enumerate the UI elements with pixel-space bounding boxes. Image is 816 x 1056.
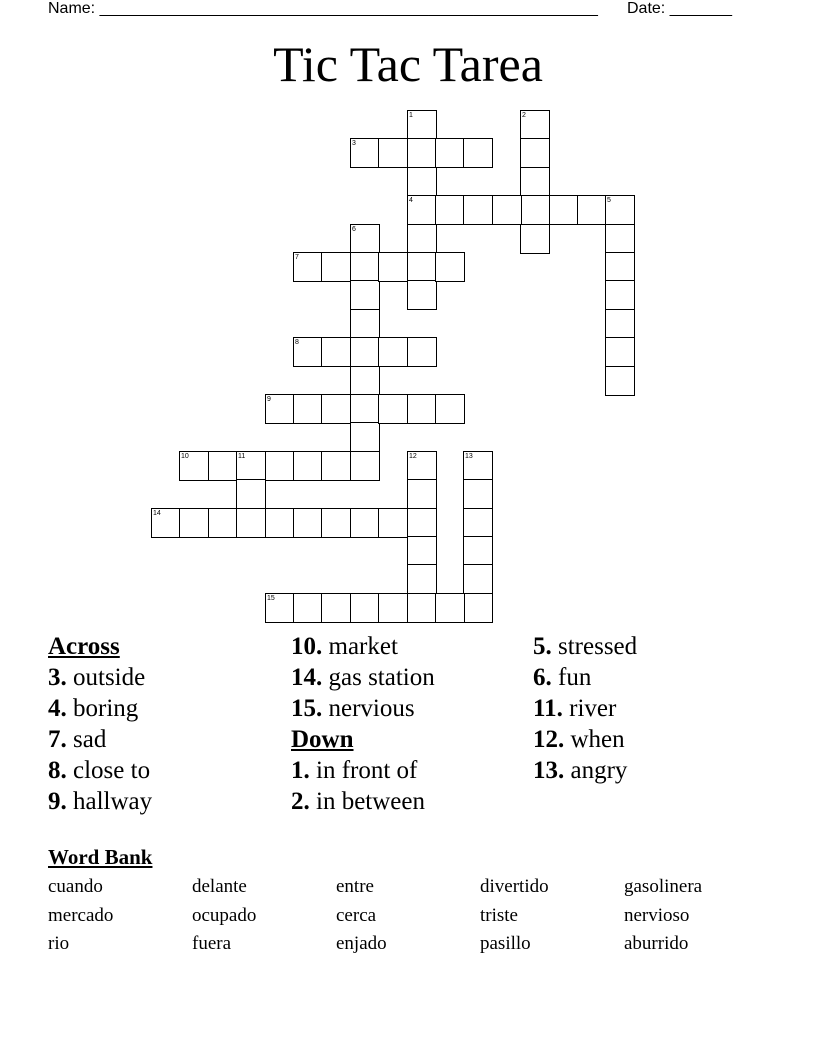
crossword-cell[interactable]	[463, 508, 493, 538]
clue-number: 5	[607, 197, 611, 204]
crossword-cell[interactable]	[435, 138, 465, 168]
clue-across: 15. nervious	[291, 695, 415, 722]
clue-number: 7	[295, 254, 299, 261]
clue-number: 4	[409, 197, 413, 204]
crossword-cell[interactable]	[407, 536, 437, 566]
crossword-cell[interactable]	[435, 394, 465, 424]
name-label: Name:	[48, 0, 96, 17]
crossword-cell[interactable]	[265, 508, 295, 538]
crossword-cell[interactable]	[520, 195, 550, 225]
crossword-cell[interactable]	[265, 451, 295, 481]
clue-number: 1	[409, 112, 413, 119]
word-bank-word: rio	[48, 933, 70, 954]
crossword-cell[interactable]	[350, 138, 380, 168]
crossword-cell[interactable]	[407, 479, 437, 509]
clue-down: 11. river	[533, 695, 617, 722]
crossword-cell[interactable]	[463, 479, 493, 509]
clue-number: 10	[181, 453, 189, 460]
word-bank-word: entre	[336, 876, 374, 897]
crossword-cell[interactable]	[350, 366, 380, 396]
crossword-cell[interactable]	[208, 508, 238, 538]
crossword-cell[interactable]	[321, 508, 351, 538]
crossword-cell[interactable]	[407, 167, 437, 197]
crossword-cell[interactable]	[605, 252, 635, 282]
crossword-cell[interactable]	[407, 195, 437, 225]
crossword-cell[interactable]	[407, 508, 437, 538]
crossword-cell[interactable]	[321, 593, 351, 623]
crossword-cell[interactable]	[293, 252, 323, 282]
clue-number: 12	[409, 453, 417, 460]
crossword-cell[interactable]	[435, 252, 465, 282]
crossword-cell[interactable]	[605, 280, 635, 310]
across-heading: Across	[48, 633, 120, 660]
date-label: Date:	[627, 0, 666, 17]
crossword-cell[interactable]	[407, 593, 437, 623]
crossword-cell[interactable]	[520, 167, 550, 197]
crossword-cell[interactable]	[265, 593, 295, 623]
crossword-cell[interactable]	[407, 280, 437, 310]
word-bank-word: cuando	[48, 876, 103, 897]
word-bank-word: gasolinera	[624, 876, 703, 897]
clue-number: 8	[295, 339, 299, 346]
name-field[interactable]	[48, 0, 598, 18]
clue-down: 2. in between	[291, 788, 425, 815]
word-bank-title: Word Bank	[48, 845, 153, 869]
crossword-cell[interactable]	[208, 451, 238, 481]
crossword-cell[interactable]	[293, 508, 323, 538]
crossword-cell[interactable]	[350, 394, 380, 424]
crossword-cell[interactable]	[407, 337, 437, 367]
crossword-cell[interactable]	[179, 451, 209, 481]
word-bank-word: divertido	[480, 876, 549, 897]
clue-across: 4. boring	[48, 695, 139, 722]
crossword-cell[interactable]	[321, 394, 351, 424]
crossword-cell[interactable]	[293, 593, 323, 623]
clue-number: 13	[465, 453, 473, 460]
word-bank-word: cerca	[336, 905, 377, 926]
clue-across: 10. market	[291, 633, 398, 660]
crossword-cell[interactable]	[350, 309, 380, 339]
crossword-cell[interactable]	[378, 593, 408, 623]
crossword-cell[interactable]	[407, 564, 437, 594]
crossword-cell[interactable]	[463, 451, 493, 481]
clue-across: 3. outside	[48, 664, 146, 691]
crossword-cell[interactable]	[407, 252, 437, 282]
crossword-cell[interactable]	[350, 252, 380, 282]
crossword-cell[interactable]	[236, 508, 266, 538]
crossword-cell[interactable]	[293, 337, 323, 367]
clue-down: 13. angry	[533, 757, 628, 784]
word-bank-word: pasillo	[480, 933, 531, 954]
word-bank-word: triste	[480, 905, 518, 926]
word-bank-word: enjado	[336, 933, 387, 954]
crossword-cell[interactable]	[378, 508, 408, 538]
crossword-cell[interactable]	[293, 451, 323, 481]
crossword-cell[interactable]	[605, 309, 635, 339]
down-heading: Down	[291, 726, 354, 753]
crossword-cell[interactable]	[350, 337, 380, 367]
clue-number: 9	[267, 396, 271, 403]
word-bank-word: ocupado	[192, 905, 257, 926]
clue-down: 6. fun	[533, 664, 592, 691]
word-bank-word: fuera	[192, 933, 232, 954]
clue-across: 14. gas station	[291, 664, 435, 691]
date-blank[interactable]: _______	[669, 0, 732, 17]
clue-across: 8. close to	[48, 757, 151, 784]
name-blank[interactable]: ________________________________________________________	[99, 0, 598, 17]
crossword-cell[interactable]	[321, 337, 351, 367]
clue-down: 5. stressed	[533, 633, 638, 660]
crossword-cell[interactable]	[605, 337, 635, 367]
crossword-cell[interactable]	[520, 138, 550, 168]
crossword-cell[interactable]	[463, 593, 493, 623]
crossword-cell[interactable]	[407, 224, 437, 254]
crossword-cell[interactable]	[463, 536, 493, 566]
crossword-cell[interactable]	[350, 224, 380, 254]
crossword-cell[interactable]	[435, 593, 465, 623]
clue-across: 7. sad	[48, 726, 107, 753]
clue-number: 6	[352, 226, 356, 233]
crossword-cell[interactable]	[321, 451, 351, 481]
crossword-cell[interactable]	[577, 195, 607, 225]
crossword-cell[interactable]	[378, 337, 408, 367]
crossword-cell[interactable]	[520, 110, 550, 140]
crossword-cell[interactable]	[520, 224, 550, 254]
crossword-cell[interactable]	[179, 508, 209, 538]
crossword-cell[interactable]	[378, 138, 408, 168]
clue-number: 14	[153, 510, 161, 517]
crossword-cell[interactable]	[378, 252, 408, 282]
crossword-cell[interactable]	[321, 252, 351, 282]
crossword-cell[interactable]	[350, 593, 380, 623]
clues-column-3	[533, 631, 637, 786]
crossword-cell[interactable]	[407, 451, 437, 481]
crossword-cell[interactable]	[350, 422, 380, 452]
crossword-cell[interactable]	[492, 195, 522, 225]
page-title: Tic Tac Tarea	[273, 36, 543, 92]
crossword-cell[interactable]	[463, 564, 493, 594]
clue-across: 9. hallway	[48, 788, 153, 815]
crossword-cell[interactable]	[549, 195, 579, 225]
clue-down: 1. in front of	[291, 757, 418, 784]
crossword-cell[interactable]	[605, 195, 635, 225]
clue-number: 15	[267, 595, 275, 602]
crossword-cell[interactable]	[378, 394, 408, 424]
crossword-cell[interactable]	[236, 451, 266, 481]
word-bank-word: nervioso	[624, 905, 690, 926]
crossword-cell[interactable]	[605, 366, 635, 396]
crossword-cell[interactable]	[463, 195, 493, 225]
crossword-cell[interactable]	[236, 479, 266, 509]
crossword-cell[interactable]	[293, 394, 323, 424]
crossword-cell[interactable]	[407, 138, 437, 168]
crossword-cell[interactable]	[350, 451, 380, 481]
crossword-cell[interactable]	[407, 110, 437, 140]
word-bank-word: mercado	[48, 905, 114, 926]
crossword-cell[interactable]	[463, 138, 493, 168]
word-bank-word: delante	[192, 876, 247, 897]
crossword-cell[interactable]	[151, 508, 181, 538]
crossword-cell[interactable]	[407, 394, 437, 424]
clue-number: 2	[522, 112, 526, 119]
clue-number: 3	[352, 140, 356, 147]
clue-down: 12. when	[533, 726, 625, 753]
word-bank-word: aburrido	[624, 933, 689, 954]
clues-column-2	[291, 631, 435, 817]
crossword-cell[interactable]	[605, 224, 635, 254]
clues-column-1	[48, 631, 152, 817]
clue-number: 11	[238, 453, 246, 460]
date-field[interactable]	[627, 0, 732, 18]
crossword-cell[interactable]	[350, 508, 380, 538]
crossword-cell[interactable]	[435, 195, 465, 225]
crossword-cell[interactable]	[265, 394, 295, 424]
crossword-cell[interactable]	[350, 280, 380, 310]
